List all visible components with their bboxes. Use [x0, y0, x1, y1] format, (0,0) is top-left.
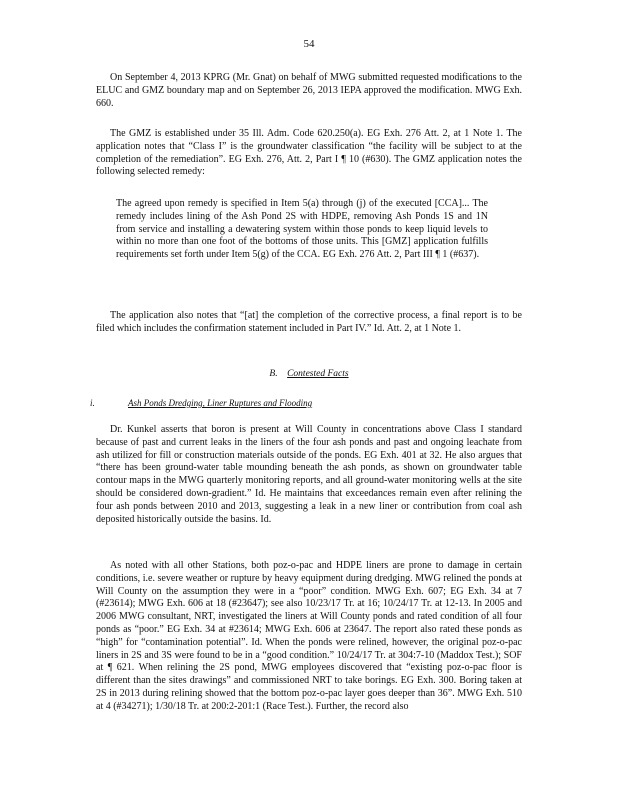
section-title: Contested Facts	[287, 369, 349, 379]
paragraph-final-report: The application also notes that “[at] the completion of the corrective process, a final report is to be filed which includes the confirmation statement included in Part IV.” Id. Att. 2, at 1 Note 1.	[96, 310, 522, 334]
subheading	[90, 398, 312, 408]
subheading-title: Ash Ponds Dredging, Liner Ruptures and Flooding	[128, 398, 313, 408]
paragraph-modification: On September 4, 2013 KPRG (Mr. Gnat) on behalf of MWG submitted requested modifications to the ELUC and GMZ boundary map and on September 26, 2013 IEPA approved the modification. MWG Exh. 660.	[96, 72, 522, 109]
section-letter: B.	[269, 369, 278, 379]
paragraph-kunkel: Dr. Kunkel asserts that boron is present at Will County in concentrations above Class I standard because of past and current leaks in the liners of the four ash ponds and past and ongoing leachate from ash utilized for fill or construction materials outside of the ponds. EG Exh. 401 at 32. He also argues that “there has been ground-water table mounding beneath the ash ponds, as shown on groundwater table contour maps in the MWG quarterly monitoring reports, and all ground-water monitoring wells at the site should be considered down-gradient.” Id. He maintains that exceedances remain even after relining the four ash ponds between 2010 and 2013, suggesting a leak in a new liner or contribution from coal ash deposited historically outside the basins. Id.	[96, 424, 522, 525]
paragraph-gmz: The GMZ is established under 35 Ill. Adm. Code 620.250(a). EG Exh. 276 Att. 2, at 1 Note 1. The application notes that “Class I” is the groundwater classification “the facility will be subject to at the completion of the remediation”. EG Exh. 276, Att. 2, Part I ¶ 10 (#630). The GMZ application notes the following selected remedy:	[96, 128, 522, 178]
block-quote-remedy: The agreed upon remedy is specified in Item 5(a) through (j) of the executed [CCA]... The remedy includes lining of the Ash Pond 2S with HDPE, removing Ash Ponds 1S and 1N from service and installing a dewatering system within those ponds to keep liquid levels to within no more than one foot of the bottoms of those units. This [GMZ] application fulfills requirements set forth under Item 5(g) of the CCA. EG Exh. 276 Att. 2, Part III ¶ 1 (#637).	[116, 198, 488, 261]
page-number: 54	[303, 38, 315, 50]
paragraph-liners: As noted with all other Stations, both poz-o-pac and HDPE liners are prone to damage in certain conditions, i.e. severe weather or rupture by heavy equipment during dredging. MWG relined the ponds at Will County on the assumption they were in a “poor” condition. MWG Exh. 607; EG Exh. 34 at 7 (#23614); MWG Exh. 606 at 18 (#23647); see also 10/23/17 Tr. at 16; 10/24/17 Tr. at 12-13. In 2005 and 2006 MWG consultant, NRT, investigated the liners at Will County ponds and rated condition of all four ponds as “poor.” EG Exh. 34 at #23614; MWG Exh. 606 at 23647. The report also rated these ponds as “high” for “contamination potential”. Id. When the ponds were relined, however, the original poz-o-pac liners in 2S and 3S were found to be in a “good condition.” 10/24/17 Tr. at 304:7-10 (Maddox Test.); SOF at ¶ 621. When relining the 2S pond, MWG employees discovered that “existing poz-o-pac floor is different than the sites drawings” and commissioned NRT to take borings. EG Exh. 300. Boring taken at 2S in 2013 during relining showed that the bottom poz-o-pac layer goes deeper than 36”. MWG Exh. 510 at 4 (#34271); 1/30/18 Tr. at 200:2-201:1 (Race Test.). Further, the record also	[96, 560, 522, 712]
section-heading	[0, 369, 618, 379]
subheading-number: i.	[90, 398, 95, 408]
